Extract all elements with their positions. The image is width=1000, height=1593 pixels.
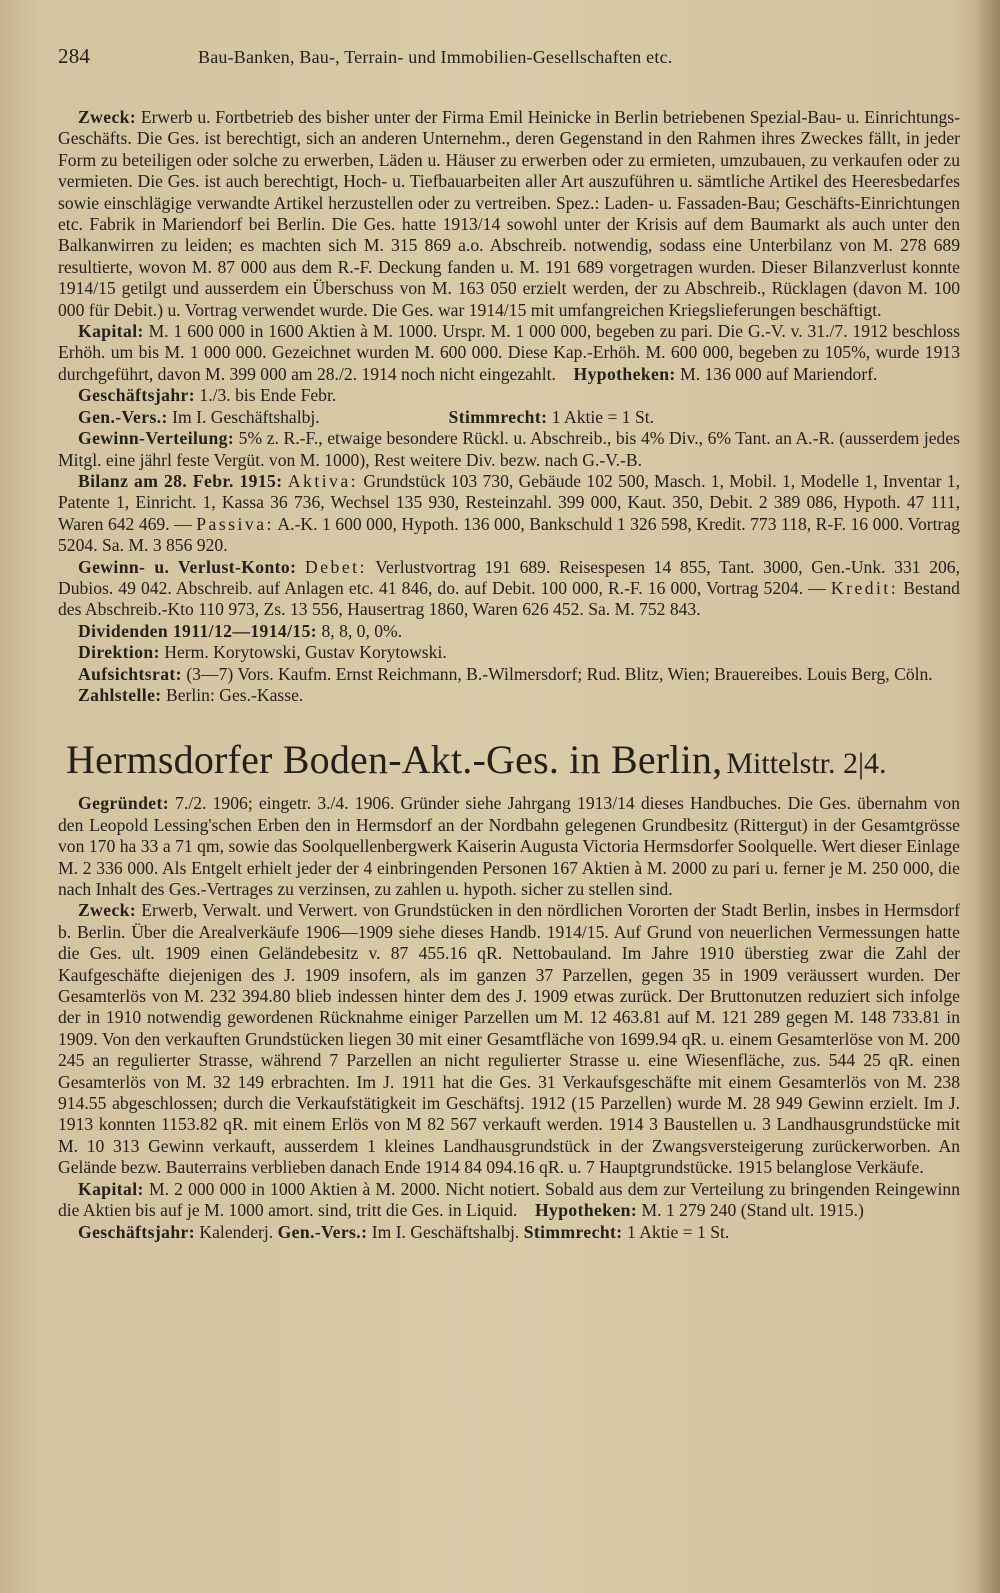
kapital-paragraph-2: [58, 1179, 960, 1222]
direktion-label: Direktion:: [78, 642, 160, 663]
dividenden-paragraph: [58, 621, 960, 642]
aktiva-label: Aktiva:: [287, 470, 359, 491]
zweck-paragraph: [58, 107, 960, 321]
hypotheken-text-2: M. 1 279 240 (Stand ult. 1915.): [641, 1200, 864, 1221]
kapital-text: M. 1 600 000 in 1600 Aktien à M. 1000. Urspr. M. 1 000 000, begeben zu pari. Die G.-V. v. 31./7. 1912 beschloss Erhöh. um bis M. 1 000 000. Gezeichnet wurden M. 600 000. Diese Kap.-Erhöh. M. 600 000, begeben zu 105%, wurde 1913 durchgeführt, davon M. 399 000 am 28./2. 1914 noch nicht eingezahlt.: [58, 321, 960, 384]
company-address: Mittelstr. 2|4.: [726, 747, 887, 781]
geschaeftsjahr-label: Geschäftsjahr:: [78, 385, 196, 406]
kapital-label-2: Kapital:: [78, 1178, 144, 1199]
geschaeftsjahr-paragraph: [58, 385, 960, 406]
entry-hermsdorfer: [58, 793, 960, 1243]
zweck-paragraph-2: [58, 900, 960, 1178]
passiva-text: A.-K. 1 600 000, Hypoth. 136 000, Bankschuld 1 326 598, Kredit. 773 118, R-F. 16 000. Vortrag 5204. Sa. M. 3 856 920.: [58, 513, 960, 556]
stimmrecht-text-2: 1 Aktie = 1 St.: [626, 1221, 730, 1242]
gegruendet-label: Gegründet:: [78, 793, 169, 814]
kredit-label: Kredit:: [830, 577, 899, 598]
kapital-text-2: M. 2 000 000 in 1000 Aktien à M. 2000. Nicht notiert. Sobald aus dem zur Verteilung zu bringenden Reingewinn die Aktien bis auf je M. 1000 amort. sind, tritt die Ges. in Liquid.: [58, 1178, 960, 1221]
gewinnverteilung-paragraph: [58, 428, 960, 471]
gegruendet-paragraph: [58, 793, 960, 900]
bilanz-paragraph: [58, 471, 960, 557]
zahlstelle-label: Zahlstelle:: [78, 684, 162, 705]
kapital-label: Kapital:: [78, 321, 144, 342]
gegruendet-text: 7./2. 1906; eingetr. 3./4. 1906. Gründer siehe Jahrgang 1913/14 dieses Handbuches. Die Ges. übernahm von den Leopold Lessing'schen Erben den in Hermsdorf an der Nordbahn gelegenen Grundbesitz (Rittergut) in der Gesamtgrösse von 170 ha 33 a 71 qm, sowie das Soolquellenbergwerk Kaiserin Augusta Victoria Hermsdorfer Soolquelle. Wert dieser Einlage M. 2 336 000. Als Entgelt erhielt jeder der 4 einbringenden Personen 167 Aktien à M. 2000 zu pari u. ferner je M. 250 000, die nach Inhalt des Ges.-Vertrages zu verzinsen, zu zahlen u. hypoth. sicher zu stellen sind.: [58, 793, 961, 899]
aufsichtsrat-text: (3—7) Vors. Kaufm. Ernst Reichmann, B.-Wilmersdorf; Rud. Blitz, Wien; Brauereibes. Louis Berg, Cöln.: [186, 663, 933, 684]
dividenden-text: 8, 8, 0, 0%.: [321, 620, 403, 641]
stimmrecht-label: Stimmrecht:: [448, 406, 548, 427]
kapital-paragraph: [58, 321, 960, 385]
zweck-text: Erwerb u. Fortbetrieb des bisher unter der Firma Emil Heinicke in Berlin betriebenen Spezial-Bau- u. Einrichtungs-Geschäfts. Die Ges. ist berechtigt, sich an anderen Unternehm., deren Gegenstand in den Rahmen ihres Zweckes fällt, in jeder Form zu beteiligen oder solche zu erwerben, Läden u. Häuser zu erwerben oder zu ermieten, umzubauen, zu verkaufen oder zu vermieten. Die Ges. ist auch berechtigt, Hoch- u. Tiefbauarbeiten aller Art auszuführen u. sämtliche Artikel des Heeresbedarfes sowie einschlägige verwandte Artikel herzustellen oder zu vertreiben. Spez.: Laden- u. Fassaden-Bau; Geschäfts-Einrichtungen etc. Fabrik in Mariendorf bei Berlin. Die Ges. hatte 1913/14 sowohl unter der Krisis auf dem Baumarkt als auch unter den Balkanwirren zu leiden; es machten sich M. 315 869 a.o. Abschreib. notwendig, sodass eine Unterbilanz von M. 278 689 resultierte, wovon M. 87 000 aus dem R.-F. Deckung fanden u. M. 191 689 vorgetragen wurden. Dieser Bilanzverlust konnte 1914/15 getilgt und ausserdem ein Überschuss von M. 163 050 erzielt werden, der zu Abschreib., Rücklagen (davon M. 100 000 für Debit.) u. Vortrag verwendet wurde. Die Ges. war 1914/15 mit umfangreichen Kriegslieferungen beschäftigt.: [58, 107, 960, 320]
stimmrecht-text: 1 Aktie = 1 St.: [551, 406, 655, 427]
hypotheken-label: Hypotheken:: [573, 363, 676, 384]
debet-label: Debet:: [305, 556, 367, 577]
gewinnverteilung-label: Gewinn-Verteilung:: [78, 428, 235, 449]
genvers-label-2: Gen.-Vers.:: [277, 1221, 368, 1242]
gewinnverteilung-text: 5% z. R.-F., etwaige besondere Rückl. u. Abschreib., bis 4% Div., 6% Tant. an A.-R. (ausserdem jedes Mitgl. eine jährl feste Vergüt. von M. 1000), Rest weitere Div. bezw. nach G.-V.-B.: [58, 428, 960, 470]
bilanz-label: Bilanz am 28. Febr. 1915:: [78, 470, 283, 491]
aufsichtsrat-label: Aufsichtsrat:: [78, 663, 182, 684]
passiva-label: Passiva:: [196, 513, 274, 534]
genvers-text-2: Im I. Geschäftshalbj.: [371, 1221, 520, 1242]
debet-text: Verlustvortrag 191 689. Reisespesen 14 855, Tant. 3000, Gen.-Unk. 331 206, Dubios. 49 042. Abschreib. auf Anlagen etc. 41 846, do. auf Debit. 100 000, R.-F. 16 000, Vortrag 5204. —: [58, 556, 960, 598]
entry-heinicke: [58, 107, 960, 706]
page-header: [58, 44, 960, 69]
genvers-label: Gen.-Vers.:: [78, 406, 168, 427]
guv-label: Gewinn- u. Verlust-Konto:: [78, 556, 297, 577]
page-edge-shadow: [974, 0, 1000, 1593]
direktion-paragraph: [58, 642, 960, 663]
genvers-paragraph: [58, 407, 960, 428]
geschaeftsjahr-text: 1./3. bis Ende Febr.: [199, 385, 337, 406]
company-heading: [66, 736, 960, 783]
aufsichtsrat-paragraph: [58, 664, 960, 685]
zahlstelle-text: Berlin: Ges.-Kasse.: [165, 684, 304, 705]
hypotheken-label-2: Hypotheken:: [534, 1200, 638, 1221]
genvers-text: Im I. Geschäftshalbj.: [172, 406, 320, 427]
direktion-text: Herm. Korytowski, Gustav Korytowski.: [164, 642, 447, 663]
zweck-text-2: Erwerb, Verwalt. und Verwert. von Grundstücken in den nördlichen Vororten der Stadt Berlin, insbes in Hermsdorf b. Berlin. Über die Arealverkäufe 1906—1909 siehe dieses Handb. 1914/15. Auf Grund von neuerlichen Vermessungen hatte die Ges. ult. 1909 einen Geländebesitz v. 87 455.16 qR. Nettobauland. Im Jahre 1910 überstieg zwar die Zahl der Kaufgeschäfte diejenigen des J. 1909 insofern, als im ganzen 37 Parzellen, gegen 35 in 1909 veräussert wurden. Der Gesamterlös von M. 232 394.80 blieb indessen hinter dem des J. 1909 etwas zurück. Der Bruttonutzen reduziert sich infolge der in 1910 notwendig gewordenen Rücknahme einiger Parzellen um M. 12 463.81 auf M. 121 289 gegen M. 148 733.81 in 1909. Von den verkauften Grundstücken liegen 30 mit einer Gesamtfläche von 1699.94 qR. u. einem Gesamterlöse von M. 200 245 an regulierter Strasse, während 7 Parzellen an nicht regulierter Strasse u. eine Wiesenfläche, zus. 544 25 qR. einen Gesamterlös von M. 32 149 erbrachten. Im J. 1911 hat die Ges. 31 Verkaufsgeschäfte mit einem Gesamterlös von M. 238 914.55 abgeschlossen; durch die Verkaufstätigkeit im Geschäftsj. 1912 (15 Parzellen) wurde M. 28 949 Gewinn erzielt. Im J. 1913 konnten 1153.82 qR. mit einem Erlös von M 82 567 verkauft werden. 1914 3 Baustellen u. 3 Landhausgrundstücke mit M. 10 313 Gewinn verkauft, ausserdem 1 kleines Landhausgrundstück in der Zwangsversteigerung zurückerworben. An Gelände bezw. Bauterrains verblieben danach Ende 1914 84 094.16 qR. u. 7 Hauptgrundstücke. 1915 belanglose Verkäufe.: [58, 900, 960, 1178]
geschaeftsjahr-text-2: Kalenderj.: [199, 1221, 274, 1242]
stimmrecht-label-2: Stimmrecht:: [523, 1221, 623, 1242]
zweck-label-2: Zweck:: [78, 900, 137, 921]
aktiva-text: Grundstück 103 730, Gebäude 102 500, Masch. 1, Mobil. 1, Modelle 1, Inventar 1, Patente 1, Einricht. 1, Kassa 36 736, Wechsel 135 930, Resteinzahl. 399 000, Kaut. 350, Debit. 2 389 086, Hypoth. 47 111, Waren 642 469. —: [58, 470, 961, 534]
dividenden-label: Dividenden 1911/12—1914/15:: [78, 620, 318, 641]
running-title: Bau-Banken, Bau-, Terrain- und Immobilien-Gesellschaften etc.: [198, 47, 673, 67]
hypotheken-text: M. 136 000 auf Mariendorf.: [680, 363, 878, 384]
zweck-label: Zweck:: [78, 107, 137, 127]
page-number: 284: [58, 44, 91, 68]
kredit-text: Bestand des Abschreib.-Kto 110 973, Zs. 13 556, Hausertrag 1860, Waren 626 452. Sa. M. 752 843.: [58, 577, 960, 620]
geschaeftsjahr-label-2: Geschäftsjahr:: [78, 1221, 196, 1242]
geschaeftsjahr-paragraph-2: [58, 1222, 960, 1243]
company-name: Hermsdorfer Boden-Akt.-Ges. in Berlin,: [66, 737, 723, 783]
guv-paragraph: [58, 557, 960, 621]
zahlstelle-paragraph: [58, 685, 960, 706]
